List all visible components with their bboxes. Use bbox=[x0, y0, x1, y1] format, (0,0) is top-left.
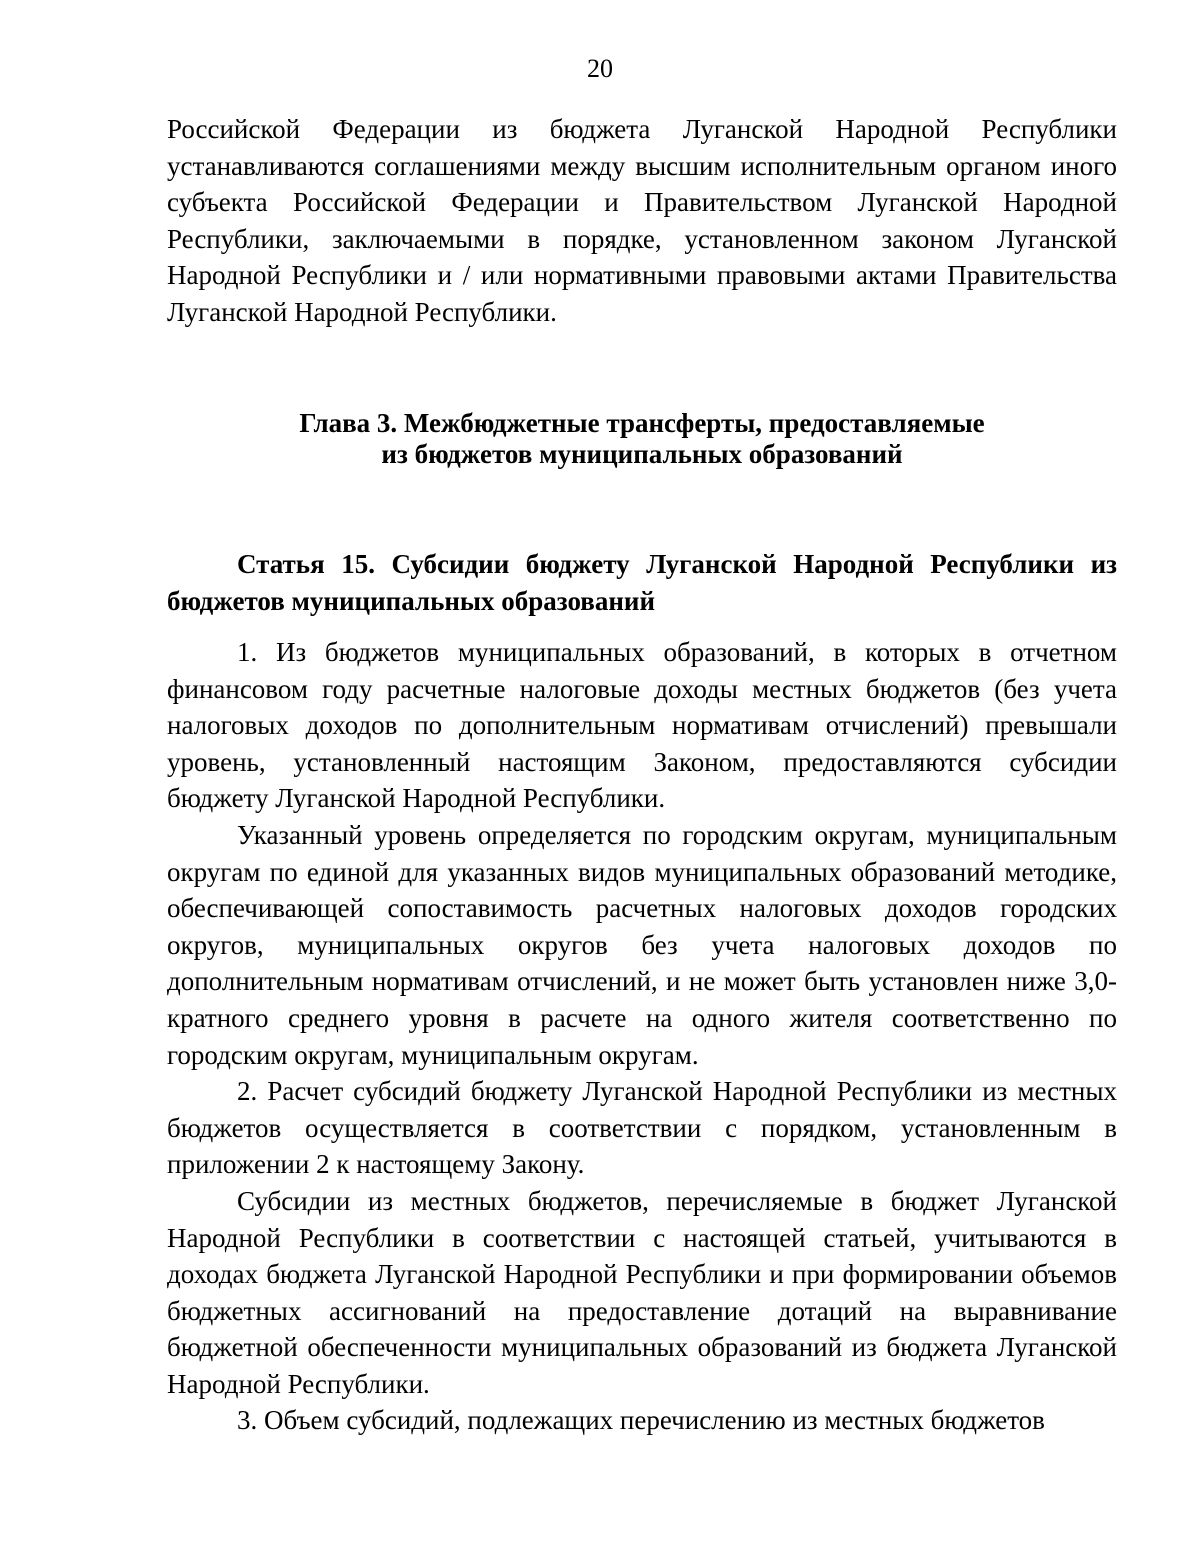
chapter-heading bbox=[167, 408, 1117, 470]
article-heading: Статья 15. Субсидии бюджету Луганской Народной Республики из бюджетов муниципальных образований bbox=[167, 549, 1117, 616]
article-body bbox=[167, 634, 1117, 1439]
chapter-heading-line-1: Глава 3. Межбюджетные трансферты, предоставляемые bbox=[299, 408, 985, 438]
paragraph-1: 1. Из бюджетов муниципальных образований, в которых в отчетном финансовом году расчетные налоговые доходы местных бюджетов (без учета налоговых доходов по дополнительным нормативам отчислений) превышали уровень, установленный настоящим Законом, предоставляются субсидии бюджету Луганской Народной Республики. bbox=[167, 637, 1117, 814]
intro-paragraph-block bbox=[167, 111, 1117, 331]
paragraph-3: 2. Расчет субсидий бюджету Луганской Народной Республики из местных бюджетов осуществляется в соответствии с порядком, установленным в приложении 2 к настоящему Закону. bbox=[167, 1076, 1117, 1180]
paragraph-4: Субсидии из местных бюджетов, перечисляемые в бюджет Луганской Народной Республики в соответствии с настоящей статьей, учитываются в доходах бюджета Луганской Народной Республики и при формировании объемов бюджетных ассигнований на предоставление дотаций на выравнивание бюджетной обеспеченности муниципальных образований из бюджета Луганской Народной Республики. bbox=[167, 1185, 1117, 1399]
intro-paragraph: Российской Федерации из бюджета Луганской Народной Республики устанавливаются соглашениями между высшим исполнительным органом иного субъекта Российской Федерации и Правительством Луганской Народной Республики, заключаемыми в порядке, установленном законом Луганской Народной Республики и / или нормативными правовыми актами Правительства Луганской Народной Республики. bbox=[167, 114, 1117, 327]
page-number: 20 bbox=[587, 54, 613, 83]
paragraph-2: Указанный уровень определяется по городским округам, муниципальным округам по единой для указанных видов муниципальных образований методике, обеспечивающей сопоставимость расчетных налоговых доходов городских округов, муниципальных округов без учета налоговых доходов по дополнительным нормативам отчислений, и не может быть установлен ниже 3,0-кратного среднего уровня в расчете на одного жителя соответственно по городским округам, муниципальным округам. bbox=[167, 819, 1117, 1070]
chapter-heading-line-2: из бюджетов муниципальных образований bbox=[381, 439, 903, 469]
paragraph-5: 3. Объем субсидий, подлежащих перечислению из местных бюджетов bbox=[237, 1405, 1045, 1436]
